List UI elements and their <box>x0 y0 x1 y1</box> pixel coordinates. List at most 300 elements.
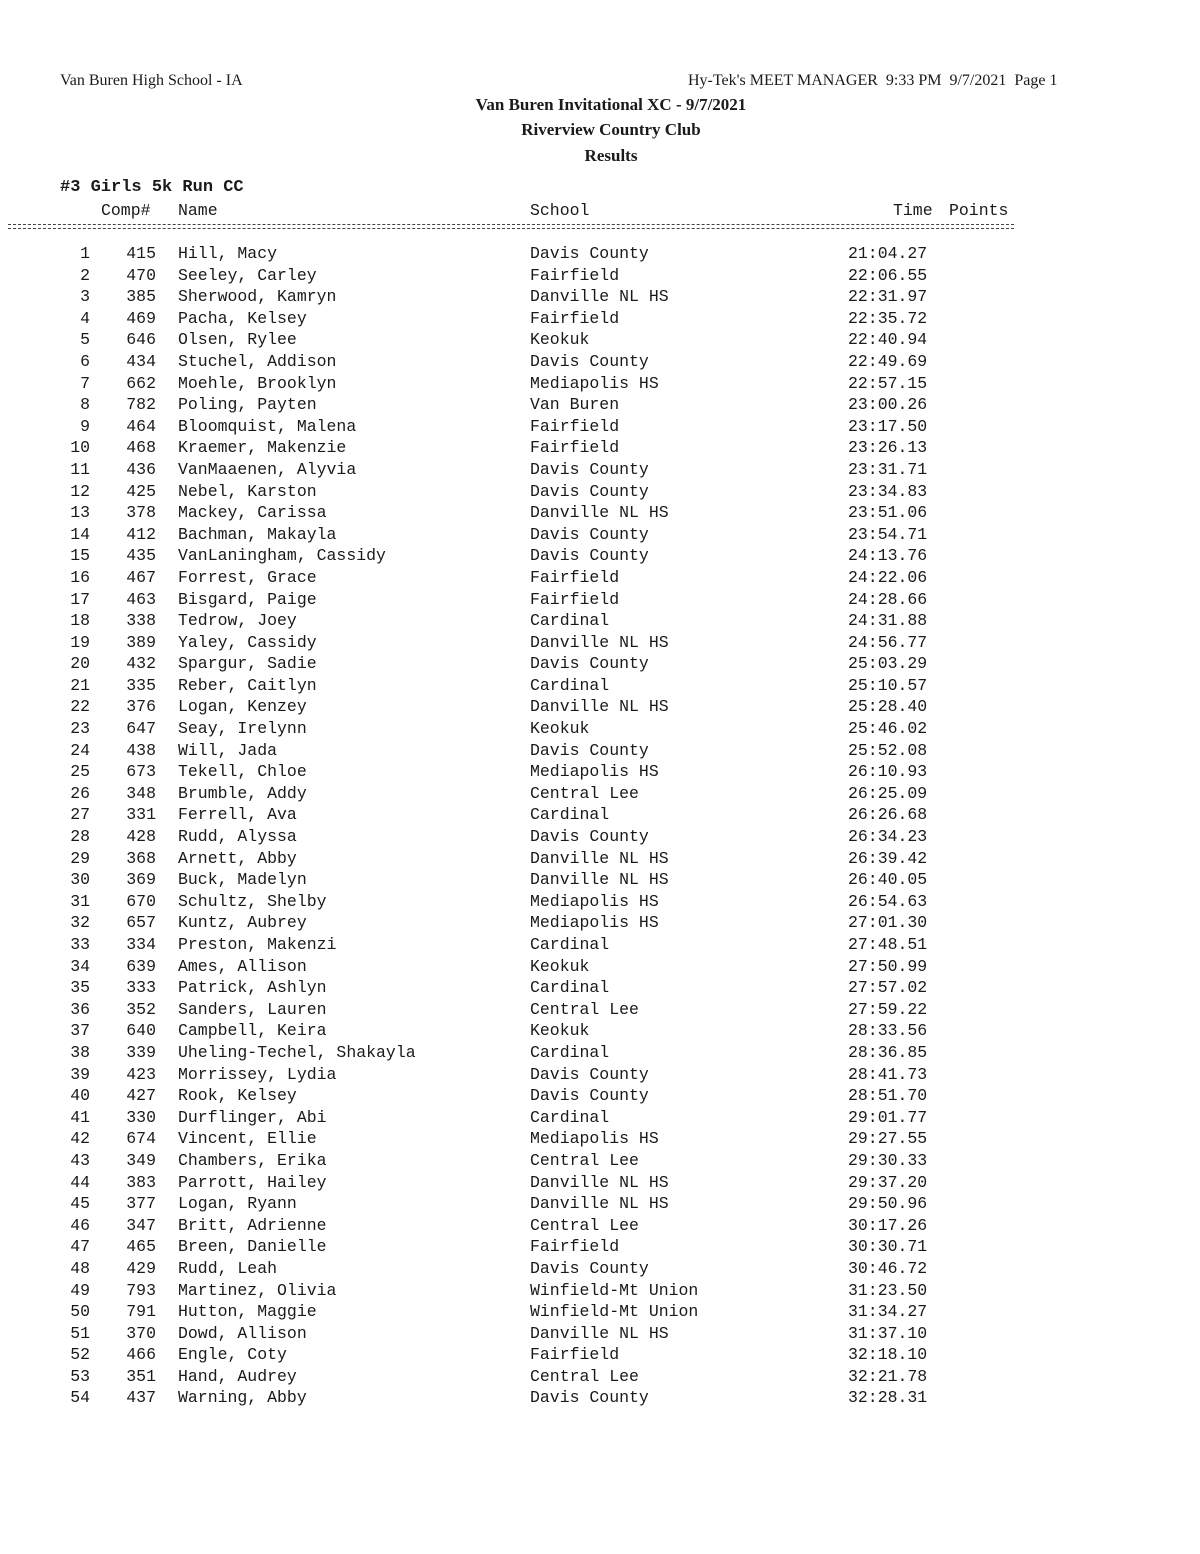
school-cell: Davis County <box>530 740 649 760</box>
comp-number-cell: 674 <box>126 1129 156 1149</box>
result-row <box>0 935 1200 957</box>
time-cell: 23:26.13 <box>848 438 928 458</box>
time-cell: 25:03.29 <box>848 654 928 674</box>
athlete-name-cell: Bloomquist, Malena <box>178 416 357 436</box>
athlete-name-cell: VanMaaenen, Alyvia <box>178 459 357 479</box>
time-cell: 28:41.73 <box>848 1064 928 1084</box>
time-cell: 24:13.76 <box>848 546 928 566</box>
athlete-name-cell: Warning, Abby <box>178 1388 307 1408</box>
place-cell: 37 <box>70 1021 90 1041</box>
comp-number-cell: 423 <box>126 1064 156 1084</box>
place-cell: 20 <box>70 654 90 674</box>
athlete-name-cell: Breen, Danielle <box>178 1237 327 1257</box>
school-cell: Fairfield <box>530 265 620 285</box>
time-cell: 22:49.69 <box>848 351 928 371</box>
time-cell: 24:22.06 <box>848 567 928 587</box>
comp-number-cell: 435 <box>126 546 156 566</box>
athlete-name-cell: Reber, Caitlyn <box>178 675 317 695</box>
result-row <box>0 892 1200 914</box>
athlete-name-cell: Hill, Macy <box>178 244 278 263</box>
time-cell: 23:17.50 <box>848 416 928 436</box>
time-cell: 25:52.08 <box>848 740 928 760</box>
school-cell: Danville NL HS <box>530 503 669 523</box>
time-cell: 31:34.27 <box>848 1302 928 1322</box>
time-cell: 29:50.96 <box>848 1194 928 1214</box>
athlete-name-cell: Martinez, Olivia <box>178 1280 337 1300</box>
athlete-name-cell: Brumble, Addy <box>178 783 307 803</box>
result-row <box>0 957 1200 979</box>
school-cell: Davis County <box>530 1388 649 1408</box>
time-cell: 22:31.97 <box>848 287 928 307</box>
time-cell: 23:00.26 <box>848 395 928 415</box>
time-cell: 26:54.63 <box>848 891 928 911</box>
time-cell: 28:36.85 <box>848 1042 928 1062</box>
place-cell: 31 <box>70 891 90 911</box>
school-cell: Cardinal <box>530 1107 610 1127</box>
column-header-name: Name <box>178 201 218 220</box>
athlete-name-cell: Hand, Audrey <box>178 1366 297 1386</box>
school-cell: Keokuk <box>530 956 590 976</box>
result-row <box>0 1129 1200 1151</box>
comp-number-cell: 639 <box>126 956 156 976</box>
place-cell: 7 <box>80 373 90 393</box>
athlete-name-cell: Preston, Makenzi <box>178 935 337 954</box>
result-row <box>0 374 1200 396</box>
school-cell: Davis County <box>530 654 649 674</box>
place-cell: 36 <box>70 999 90 1019</box>
result-row <box>0 460 1200 482</box>
athlete-name-cell: Yaley, Cassidy <box>178 632 317 652</box>
comp-number-cell: 348 <box>126 783 156 803</box>
result-row <box>0 1086 1200 1108</box>
time-cell: 22:35.72 <box>848 308 928 328</box>
time-cell: 27:48.51 <box>848 935 928 954</box>
comp-number-cell: 334 <box>126 935 156 954</box>
place-cell: 4 <box>80 308 90 328</box>
time-cell: 31:37.10 <box>848 1323 928 1343</box>
athlete-name-cell: Mackey, Carissa <box>178 503 327 523</box>
athlete-name-cell: Kuntz, Aubrey <box>178 913 307 933</box>
result-row <box>0 805 1200 827</box>
comp-number-cell: 432 <box>126 654 156 674</box>
place-cell: 24 <box>70 740 90 760</box>
result-row <box>0 676 1200 698</box>
comp-number-cell: 376 <box>126 697 156 717</box>
place-cell: 26 <box>70 783 90 803</box>
athlete-name-cell: Buck, Madelyn <box>178 870 307 890</box>
athlete-name-cell: Nebel, Karston <box>178 481 317 501</box>
school-cell: Central Lee <box>530 999 639 1019</box>
software-stamp: Hy-Tek's MEET MANAGER 9:33 PM 9/7/2021 Page 1 <box>688 72 1058 89</box>
school-cell: Cardinal <box>530 611 610 631</box>
result-row <box>0 330 1200 352</box>
place-cell: 42 <box>70 1129 90 1149</box>
comp-number-cell: 428 <box>126 827 156 847</box>
event-title: #3 Girls 5k Run CC <box>60 178 244 197</box>
place-cell: 52 <box>70 1345 90 1365</box>
time-cell: 25:46.02 <box>848 719 928 739</box>
result-row <box>0 1216 1200 1238</box>
time-cell: 23:31.71 <box>848 459 928 479</box>
place-cell: 53 <box>70 1366 90 1386</box>
comp-number-cell: 466 <box>126 1345 156 1365</box>
comp-number-cell: 389 <box>126 632 156 652</box>
school-cell: Fairfield <box>530 589 620 609</box>
comp-number-cell: 383 <box>126 1172 156 1192</box>
comp-number-cell: 429 <box>126 1258 156 1278</box>
athlete-name-cell: Moehle, Brooklyn <box>178 373 337 393</box>
school-cell: Davis County <box>530 244 649 263</box>
time-cell: 24:31.88 <box>848 611 928 631</box>
school-cell: Davis County <box>530 546 649 566</box>
result-row <box>0 352 1200 374</box>
athlete-name-cell: Will, Jada <box>178 740 278 760</box>
result-row <box>0 762 1200 784</box>
athlete-name-cell: Seay, Irelynn <box>178 719 307 739</box>
school-cell: Fairfield <box>530 438 620 458</box>
comp-number-cell: 470 <box>126 265 156 285</box>
athlete-name-cell: Olsen, Rylee <box>178 330 297 350</box>
meet-venue: Riverview Country Club <box>521 120 701 139</box>
time-cell: 26:40.05 <box>848 870 928 890</box>
athlete-name-cell: Britt, Adrienne <box>178 1215 327 1235</box>
result-row <box>0 1345 1200 1367</box>
athlete-name-cell: Schultz, Shelby <box>178 891 327 911</box>
comp-number-cell: 646 <box>126 330 156 350</box>
school-cell: Fairfield <box>530 1237 620 1257</box>
place-cell: 41 <box>70 1107 90 1127</box>
place-cell: 25 <box>70 762 90 782</box>
place-cell: 21 <box>70 675 90 695</box>
result-row <box>0 849 1200 871</box>
comp-number-cell: 378 <box>126 503 156 523</box>
results-table <box>0 244 1200 1410</box>
place-cell: 46 <box>70 1215 90 1235</box>
school-cell: Davis County <box>530 459 649 479</box>
result-row <box>0 1108 1200 1130</box>
athlete-name-cell: Morrissey, Lydia <box>178 1064 337 1084</box>
athlete-name-cell: Pacha, Kelsey <box>178 308 307 328</box>
athlete-name-cell: Poling, Payten <box>178 395 317 415</box>
time-cell: 23:34.83 <box>848 481 928 501</box>
comp-number-cell: 438 <box>126 740 156 760</box>
place-cell: 45 <box>70 1194 90 1214</box>
result-row <box>0 1021 1200 1043</box>
time-cell: 30:30.71 <box>848 1237 928 1257</box>
place-cell: 39 <box>70 1064 90 1084</box>
column-header-time: Time <box>893 201 933 220</box>
place-cell: 18 <box>70 611 90 631</box>
result-row <box>0 1324 1200 1346</box>
comp-number-cell: 793 <box>126 1280 156 1300</box>
time-cell: 22:40.94 <box>848 330 928 350</box>
comp-number-cell: 368 <box>126 848 156 868</box>
comp-number-cell: 673 <box>126 762 156 782</box>
school-cell: Danville NL HS <box>530 870 669 890</box>
result-row <box>0 1173 1200 1195</box>
athlete-name-cell: Ferrell, Ava <box>178 805 297 825</box>
school-cell: Fairfield <box>530 1345 620 1365</box>
result-row <box>0 719 1200 741</box>
athlete-name-cell: Patrick, Ashlyn <box>178 978 327 998</box>
comp-number-cell: 377 <box>126 1194 156 1214</box>
comp-number-cell: 370 <box>126 1323 156 1343</box>
place-cell: 48 <box>70 1258 90 1278</box>
school-cell: Keokuk <box>530 719 590 739</box>
place-cell: 12 <box>70 481 90 501</box>
school-cell: Cardinal <box>530 805 610 825</box>
comp-number-cell: 657 <box>126 913 156 933</box>
athlete-name-cell: Spargur, Sadie <box>178 654 317 674</box>
result-row <box>0 913 1200 935</box>
athlete-name-cell: Logan, Kenzey <box>178 697 307 717</box>
time-cell: 31:23.50 <box>848 1280 928 1300</box>
result-row <box>0 1367 1200 1389</box>
time-cell: 25:10.57 <box>848 675 928 695</box>
result-row <box>0 244 1200 266</box>
time-cell: 24:28.66 <box>848 589 928 609</box>
school-cell: Davis County <box>530 351 649 371</box>
time-cell: 26:10.93 <box>848 762 928 782</box>
place-cell: 1 <box>80 244 90 263</box>
place-cell: 10 <box>70 438 90 458</box>
result-row <box>0 1043 1200 1065</box>
athlete-name-cell: Vincent, Ellie <box>178 1129 317 1149</box>
comp-number-cell: 412 <box>126 524 156 544</box>
result-row <box>0 1151 1200 1173</box>
school-cell: Keokuk <box>530 330 590 350</box>
school-cell: Davis County <box>530 481 649 501</box>
column-header-school: School <box>530 201 590 220</box>
comp-number-cell: 436 <box>126 459 156 479</box>
comp-number-cell: 339 <box>126 1042 156 1062</box>
time-cell: 21:04.27 <box>848 244 928 263</box>
place-cell: 43 <box>70 1150 90 1170</box>
time-cell: 32:21.78 <box>848 1366 928 1386</box>
school-cell: Keokuk <box>530 1021 590 1041</box>
result-row <box>0 978 1200 1000</box>
athlete-name-cell: Sherwood, Kamryn <box>178 287 337 307</box>
school-cell: Danville NL HS <box>530 1194 669 1214</box>
comp-number-cell: 351 <box>126 1366 156 1386</box>
school-cell: Central Lee <box>530 783 639 803</box>
school-cell: Winfield-Mt Union <box>530 1302 699 1322</box>
school-cell: Davis County <box>530 524 649 544</box>
athlete-name-cell: Ames, Allison <box>178 956 307 976</box>
school-cell: Winfield-Mt Union <box>530 1280 699 1300</box>
time-cell: 23:51.06 <box>848 503 928 523</box>
school-cell: Davis County <box>530 1258 649 1278</box>
time-cell: 29:27.55 <box>848 1129 928 1149</box>
time-cell: 29:30.33 <box>848 1150 928 1170</box>
comp-number-cell: 464 <box>126 416 156 436</box>
comp-number-cell: 415 <box>126 244 156 263</box>
time-cell: 28:33.56 <box>848 1021 928 1041</box>
place-cell: 44 <box>70 1172 90 1192</box>
place-cell: 23 <box>70 719 90 739</box>
result-row <box>0 1065 1200 1087</box>
column-header-points: Points <box>949 201 1009 220</box>
place-cell: 47 <box>70 1237 90 1257</box>
comp-number-cell: 425 <box>126 481 156 501</box>
school-cell: Davis County <box>530 827 649 847</box>
place-cell: 16 <box>70 567 90 587</box>
comp-number-cell: 427 <box>126 1086 156 1106</box>
comp-number-cell: 434 <box>126 351 156 371</box>
athlete-name-cell: Rudd, Leah <box>178 1258 278 1278</box>
time-cell: 26:34.23 <box>848 827 928 847</box>
school-cell: Fairfield <box>530 567 620 587</box>
result-row <box>0 525 1200 547</box>
result-row <box>0 395 1200 417</box>
place-cell: 29 <box>70 848 90 868</box>
athlete-name-cell: Engle, Coty <box>178 1345 287 1365</box>
school-cell: Fairfield <box>530 416 620 436</box>
place-cell: 50 <box>70 1302 90 1322</box>
school-cell: Davis County <box>530 1086 649 1106</box>
school-cell: Davis County <box>530 1064 649 1084</box>
time-cell: 27:57.02 <box>848 978 928 998</box>
comp-number-cell: 662 <box>126 373 156 393</box>
time-cell: 24:56.77 <box>848 632 928 652</box>
time-cell: 27:59.22 <box>848 999 928 1019</box>
athlete-name-cell: Bachman, Makayla <box>178 524 337 544</box>
time-cell: 26:39.42 <box>848 848 928 868</box>
school-cell: Mediapolis HS <box>530 762 659 782</box>
comp-number-cell: 467 <box>126 567 156 587</box>
athlete-name-cell: Hutton, Maggie <box>178 1302 317 1322</box>
time-cell: 27:01.30 <box>848 913 928 933</box>
time-cell: 23:54.71 <box>848 524 928 544</box>
athlete-name-cell: Stuchel, Addison <box>178 351 337 371</box>
comp-number-cell: 385 <box>126 287 156 307</box>
result-row <box>0 1194 1200 1216</box>
school-cell: Danville NL HS <box>530 1172 669 1192</box>
result-row <box>0 309 1200 331</box>
result-row <box>0 546 1200 568</box>
comp-number-cell: 782 <box>126 395 156 415</box>
athlete-name-cell: Bisgard, Paige <box>178 589 317 609</box>
comp-number-cell: 791 <box>126 1302 156 1322</box>
comp-number-cell: 330 <box>126 1107 156 1127</box>
athlete-name-cell: Logan, Ryann <box>178 1194 297 1214</box>
athlete-name-cell: Sanders, Lauren <box>178 999 327 1019</box>
athlete-name-cell: Durflinger, Abi <box>178 1107 327 1127</box>
athlete-name-cell: Rook, Kelsey <box>178 1086 297 1106</box>
athlete-name-cell: Tekell, Chloe <box>178 762 307 782</box>
comp-number-cell: 647 <box>126 719 156 739</box>
time-cell: 32:28.31 <box>848 1388 928 1408</box>
school-cell: Mediapolis HS <box>530 913 659 933</box>
time-cell: 29:37.20 <box>848 1172 928 1192</box>
time-cell: 29:01.77 <box>848 1107 928 1127</box>
result-row <box>0 1000 1200 1022</box>
school-cell: Central Lee <box>530 1150 639 1170</box>
school-cell: Mediapolis HS <box>530 891 659 911</box>
place-cell: 38 <box>70 1042 90 1062</box>
athlete-name-cell: Tedrow, Joey <box>178 611 297 631</box>
athlete-name-cell: Chambers, Erika <box>178 1150 327 1170</box>
place-cell: 49 <box>70 1280 90 1300</box>
time-cell: 26:26.68 <box>848 805 928 825</box>
place-cell: 13 <box>70 503 90 523</box>
time-cell: 22:06.55 <box>848 265 928 285</box>
result-row <box>0 266 1200 288</box>
result-row <box>0 741 1200 763</box>
place-cell: 6 <box>80 351 90 371</box>
result-row <box>0 1259 1200 1281</box>
school-cell: Central Lee <box>530 1215 639 1235</box>
school-cell: Central Lee <box>530 1366 639 1386</box>
comp-number-cell: 335 <box>126 675 156 695</box>
time-cell: 22:57.15 <box>848 373 928 393</box>
comp-number-cell: 640 <box>126 1021 156 1041</box>
place-cell: 17 <box>70 589 90 609</box>
place-cell: 5 <box>80 330 90 350</box>
place-cell: 8 <box>80 395 90 415</box>
athlete-name-cell: Dowd, Allison <box>178 1323 307 1343</box>
result-row <box>0 654 1200 676</box>
place-cell: 35 <box>70 978 90 998</box>
school-cell: Mediapolis HS <box>530 373 659 393</box>
time-cell: 30:17.26 <box>848 1215 928 1235</box>
place-cell: 51 <box>70 1323 90 1343</box>
result-row <box>0 1281 1200 1303</box>
result-row <box>0 568 1200 590</box>
school-cell: Mediapolis HS <box>530 1129 659 1149</box>
comp-number-cell: 349 <box>126 1150 156 1170</box>
result-row <box>0 482 1200 504</box>
result-row <box>0 611 1200 633</box>
place-cell: 14 <box>70 524 90 544</box>
athlete-name-cell: Forrest, Grace <box>178 567 317 587</box>
school-cell: Danville NL HS <box>530 632 669 652</box>
result-row <box>0 287 1200 309</box>
school-cell: Danville NL HS <box>530 848 669 868</box>
time-cell: 27:50.99 <box>848 956 928 976</box>
place-cell: 33 <box>70 935 90 954</box>
school-cell: Cardinal <box>530 935 610 954</box>
place-cell: 27 <box>70 805 90 825</box>
athlete-name-cell: VanLaningham, Cassidy <box>178 546 386 566</box>
header-divider <box>8 221 1014 231</box>
school-cell: Danville NL HS <box>530 287 669 307</box>
athlete-name-cell: Uheling-Techel, Shakayla <box>178 1042 416 1062</box>
comp-number-cell: 469 <box>126 308 156 328</box>
result-row <box>0 503 1200 525</box>
athlete-name-cell: Campbell, Keira <box>178 1021 327 1041</box>
comp-number-cell: 465 <box>126 1237 156 1257</box>
place-cell: 2 <box>80 265 90 285</box>
comp-number-cell: 347 <box>126 1215 156 1235</box>
place-cell: 3 <box>80 287 90 307</box>
school-cell: Cardinal <box>530 1042 610 1062</box>
athlete-name-cell: Seeley, Carley <box>178 265 317 285</box>
comp-number-cell: 670 <box>126 891 156 911</box>
column-header-comp: Comp# <box>101 201 151 220</box>
result-row <box>0 590 1200 612</box>
time-cell: 28:51.70 <box>848 1086 928 1106</box>
host-school: Van Buren High School - IA <box>60 72 243 89</box>
school-cell: Cardinal <box>530 978 610 998</box>
result-row <box>0 697 1200 719</box>
school-cell: Danville NL HS <box>530 1323 669 1343</box>
result-row <box>0 827 1200 849</box>
school-cell: Cardinal <box>530 675 610 695</box>
time-cell: 32:18.10 <box>848 1345 928 1365</box>
school-cell: Danville NL HS <box>530 697 669 717</box>
comp-number-cell: 333 <box>126 978 156 998</box>
